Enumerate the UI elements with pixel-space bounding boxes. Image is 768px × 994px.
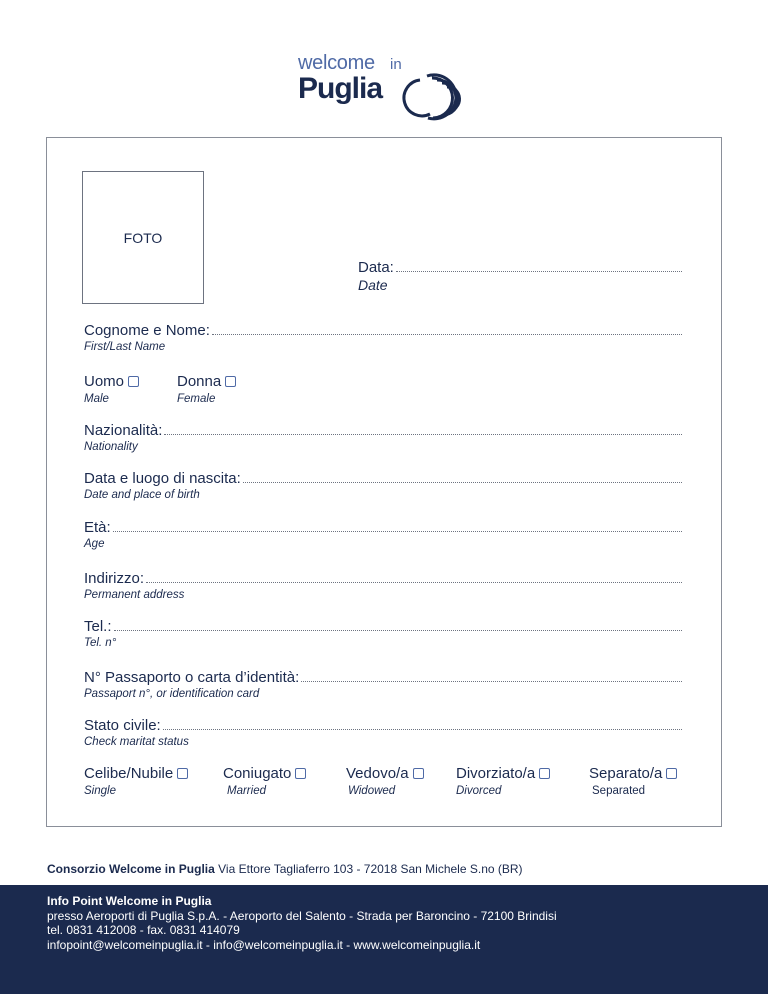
logo-puglia-text: Puglia [298,72,383,105]
footer-phone: tel. 0831 412008 - fax. 0831 414079 [47,923,240,937]
consorzio-name: Consorzio Welcome in Puglia [47,862,215,876]
address-label: Indirizzo: [84,570,145,587]
passport-label: N° Passaporto o carta d’identità: [84,669,300,686]
birth-label: Data e luogo di nascita: [84,470,241,487]
widowed-checkbox[interactable] [413,768,424,779]
single-checkbox[interactable] [177,768,188,779]
single-label-en: Single [84,785,116,797]
nationality-field [84,419,682,453]
divorced-label: Divorziato/a [456,765,536,782]
birth-field [84,467,682,501]
date-label: Data: [358,259,394,276]
name-input-line[interactable] [212,334,682,335]
date-field [358,256,682,293]
marital-status-input-line[interactable] [163,729,682,730]
age-label: Età: [84,519,111,536]
female-label: Donna [177,373,222,390]
widowed-label-en: Widowed [348,785,396,797]
female-label-en: Female [177,393,216,405]
male-label: Uomo [84,373,125,390]
separated-checkbox[interactable] [666,768,677,779]
footer-address: presso Aeroporti di Puglia S.p.A. - Aeroporto del Salento - Strada per Baroncino - 72100 Brindisi [47,908,557,923]
welcome-in-puglia-logo [298,48,478,128]
consorzio-address-text: Via Ettore Tagliaferro 103 - 72018 San Michele S.no (BR) [214,862,523,876]
address-label-en: Permanent address [84,589,185,601]
phone-field [84,615,682,649]
address-input-line[interactable] [146,582,682,583]
marital-status-label-en: Check maritat status [84,736,189,748]
age-input-line[interactable] [113,531,682,532]
photo-label: FOTO [123,230,163,246]
phone-label-en: Tel. n° [84,637,117,649]
marital-option-separated [589,765,677,797]
name-label-en: First/Last Name [84,341,166,353]
married-label: Coniugato [223,765,292,782]
passport-field [84,666,682,700]
logo-welcome-text: welcome [298,52,375,74]
married-label-en: Married [227,785,266,797]
widowed-label: Vedovo/a [346,765,409,782]
footer-info-point [0,885,768,994]
male-checkbox[interactable] [128,376,139,387]
separated-label-en: Separated [592,785,646,797]
single-label: Celibe/Nubile [84,765,174,782]
date-label-en: Date [358,277,388,293]
passport-label-en: Passaport n°, or identification card [84,688,260,700]
birth-label-en: Date and place of birth [84,489,200,501]
divorced-checkbox[interactable] [539,768,550,779]
marital-status-field [84,714,682,748]
phone-label: Tel.: [84,618,112,635]
photo-box [82,171,204,304]
female-checkbox[interactable] [225,376,236,387]
phone-input-line[interactable] [114,630,682,631]
age-label-en: Age [84,538,105,550]
marital-option-single [84,765,188,797]
consorzio-address [47,862,523,876]
marital-option-widowed [346,765,424,797]
married-checkbox[interactable] [295,768,306,779]
marital-option-married [223,765,306,797]
logo-in-text: in [390,56,402,73]
name-label: Cognome e Nome: [84,322,210,339]
marital-option-divorced [456,765,550,797]
gender-option-male [84,373,139,405]
divorced-label-en: Divorced [456,785,502,797]
nationality-label-en: Nationality [84,441,138,453]
logo-arcs-icon [400,72,470,122]
gender-option-female [177,373,236,405]
separated-label: Separato/a [589,765,663,782]
nationality-input-line[interactable] [164,434,682,435]
birth-input-line[interactable] [243,482,682,483]
passport-input-line[interactable] [301,681,682,682]
marital-status-label: Stato civile: [84,717,161,734]
male-label-en: Male [84,393,109,405]
age-field [84,516,682,550]
date-input-line[interactable] [396,271,682,272]
address-field [84,567,682,601]
footer-title: Info Point Welcome in Puglia [47,894,212,908]
name-field [84,319,682,353]
footer-contacts: infopoint@welcomeinpuglia.it - info@welcomeinpuglia.it - www.welcomeinpuglia.it [47,937,481,952]
nationality-label: Nazionalità: [84,422,163,439]
